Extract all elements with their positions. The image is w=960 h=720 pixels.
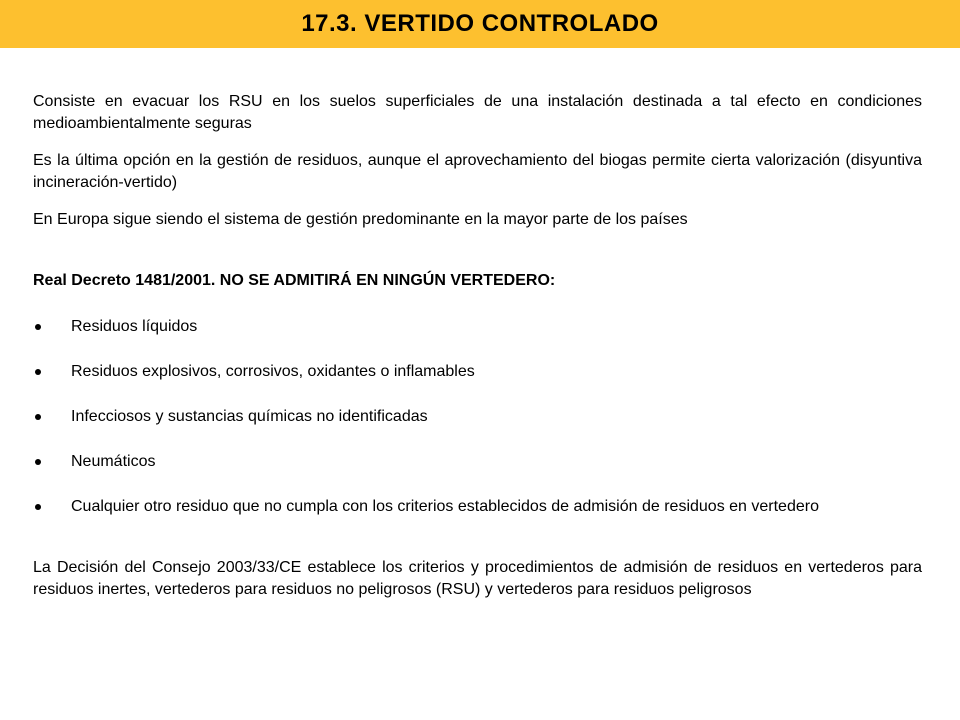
rule-heading: Real Decreto 1481/2001. NO SE ADMITIRÁ EN NINGÚN VERTEDERO: — [33, 272, 556, 289]
bullet-icon — [35, 414, 41, 420]
list-item-text: Neumáticos — [71, 453, 156, 470]
list-item — [33, 406, 922, 428]
list-item-text: Residuos explosivos, corrosivos, oxidantes o inflamables — [71, 363, 475, 380]
paragraph-closing: La Decisión del Consejo 2003/33/CE establece los criterios y procedimientos de admisión de residuos en vertederos para residuos inertes, vertederos para residuos no peligrosos (RSU) y vertederos para residuos peligrosos — [33, 559, 922, 598]
list-item-text: Infecciosos y sustancias químicas no identificadas — [71, 408, 428, 425]
bullet-icon — [35, 324, 41, 330]
title-bar — [0, 0, 960, 48]
paragraph-europe: En Europa sigue siendo el sistema de gestión predominante en la mayor parte de los países — [33, 211, 688, 228]
prohibited-list — [33, 316, 922, 518]
bullet-icon — [35, 369, 41, 375]
list-item — [33, 496, 922, 518]
list-item — [33, 451, 922, 473]
list-item — [33, 361, 922, 383]
bullet-icon — [35, 459, 41, 465]
slide-content — [33, 91, 922, 601]
bullet-icon — [35, 504, 41, 510]
slide-title: 17.3. VERTIDO CONTROLADO — [301, 10, 659, 37]
list-item — [33, 316, 922, 338]
paragraph-last-option: Es la última opción en la gestión de residuos, aunque el aprovechamiento del biogas permite cierta valorización (disyuntiva incineración-vertido) — [33, 152, 922, 191]
list-item-text: Cualquier otro residuo que no cumpla con los criterios establecidos de admisión de residuos en vertedero — [71, 498, 819, 515]
paragraph-definition: Consiste en evacuar los RSU en los suelos superficiales de una instalación destinada a tal efecto en condiciones medioambientalmente seguras — [33, 93, 922, 132]
list-item-text: Residuos líquidos — [71, 318, 198, 335]
